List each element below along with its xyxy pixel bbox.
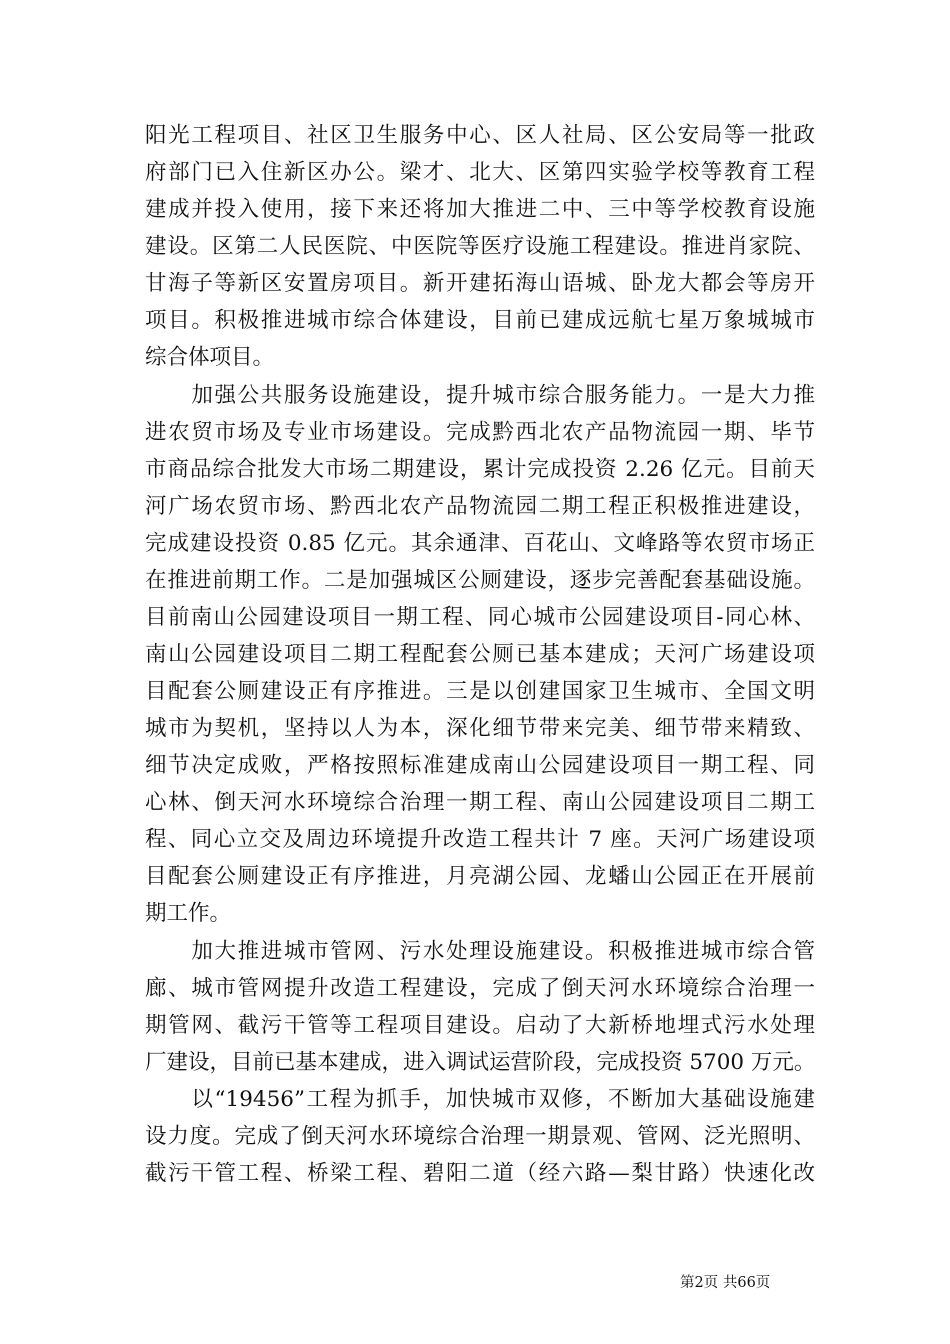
body-text-line: 加大推进城市管网、污水处理设施建设。积极推进城市综合管 xyxy=(145,939,815,964)
body-text-line: 在推进前期工作。二是加强城区公厕建设，逐步完善配套基础设施。 xyxy=(145,568,815,593)
body-text-line: 截污干管工程、桥梁工程、碧阳二道（经六路—梨甘路）快速化改 xyxy=(145,1161,815,1186)
body-text-line: 加强公共服务设施建设，提升城市综合服务能力。一是大力推 xyxy=(145,383,815,408)
body-text-line: 目配套公厕建设正有序推进，月亮湖公园、龙蟠山公园正在开展前 xyxy=(145,864,815,889)
body-text-line: 市商品综合批发大市场二期建设，累计完成投资 2.26 亿元。目前天 xyxy=(145,457,815,482)
body-text-line: 综合体项目。 xyxy=(145,345,275,370)
current-page-number: 2 xyxy=(694,1275,704,1291)
body-text-line: 以“19456”工程为抓手，加快城市双修，不断加大基础设施建 xyxy=(145,1087,815,1112)
body-text-line: 建设。区第二人民医院、中医院等医疗设施工程建设。推进肖家院、 xyxy=(145,234,815,259)
body-text-line: 河广场农贸市场、黔西北农产品物流园二期工程正积极推进建设， xyxy=(145,494,815,519)
page-footer xyxy=(680,1271,770,1292)
body-text-line: 建成并投入使用，接下来还将加大推进二中、三中等学校教育设施 xyxy=(145,197,815,222)
body-text-line: 南山公园建设项目二期工程配套公厕已基本建成；天河广场建设项 xyxy=(145,642,815,667)
body-text-line: 厂建设，目前已基本建成，进入调试运营阶段，完成投资 5700 万元。 xyxy=(145,1050,815,1075)
body-text-line: 甘海子等新区安置房项目。新开建拓海山语城、卧龙大都会等房开 xyxy=(145,271,815,296)
body-text-line: 细节决定成败，严格按照标准建成南山公园建设项目一期工程、同 xyxy=(145,753,815,778)
body-text-line: 府部门已入住新区办公。梁才、北大、区第四实验学校等教育工程 xyxy=(145,160,815,185)
body-text-line: 廊、城市管网提升改造工程建设，完成了倒天河水环境综合治理一 xyxy=(145,976,815,1001)
footer-prefix: 第 xyxy=(680,1275,695,1291)
body-text-line: 程、同心立交及周边环境提升改造工程共计 7 座。天河广场建设项 xyxy=(145,827,815,852)
total-page-count: 66 xyxy=(737,1275,756,1291)
body-text-line: 设力度。完成了倒天河水环境综合治理一期景观、管网、泛光照明、 xyxy=(145,1124,815,1149)
footer-suffix: 页 xyxy=(755,1275,771,1291)
body-text-line: 城市为契机，坚持以人为本，深化细节带来完美、细节带来精致、 xyxy=(145,716,815,741)
body-text-line: 完成建设投资 0.85 亿元。其余通津、百花山、文峰路等农贸市场正 xyxy=(145,531,815,556)
body-text-line: 项目。积极推进城市综合体建设，目前已建成远航七星万象城城市 xyxy=(145,308,815,333)
body-text-line: 进农贸市场及专业市场建设。完成黔西北农产品物流园一期、毕节 xyxy=(145,420,815,445)
body-text-line: 期管网、截污干管等工程项目建设。启动了大新桥地埋式污水处理 xyxy=(145,1013,815,1038)
body-text-line: 目配套公厕建设正有序推进。三是以创建国家卫生城市、全国文明 xyxy=(145,679,815,704)
body-text-line: 目前南山公园建设项目一期工程、同心城市公园建设项目-同心林、 xyxy=(145,605,815,630)
body-text-line: 阳光工程项目、社区卫生服务中心、区人社局、区公安局等一批政 xyxy=(145,123,815,148)
body-text-line: 期工作。 xyxy=(145,901,232,926)
footer-middle: 页 共 xyxy=(703,1275,738,1291)
body-text-line: 心林、倒天河水环境综合治理一期工程、南山公园建设项目二期工 xyxy=(145,790,815,815)
